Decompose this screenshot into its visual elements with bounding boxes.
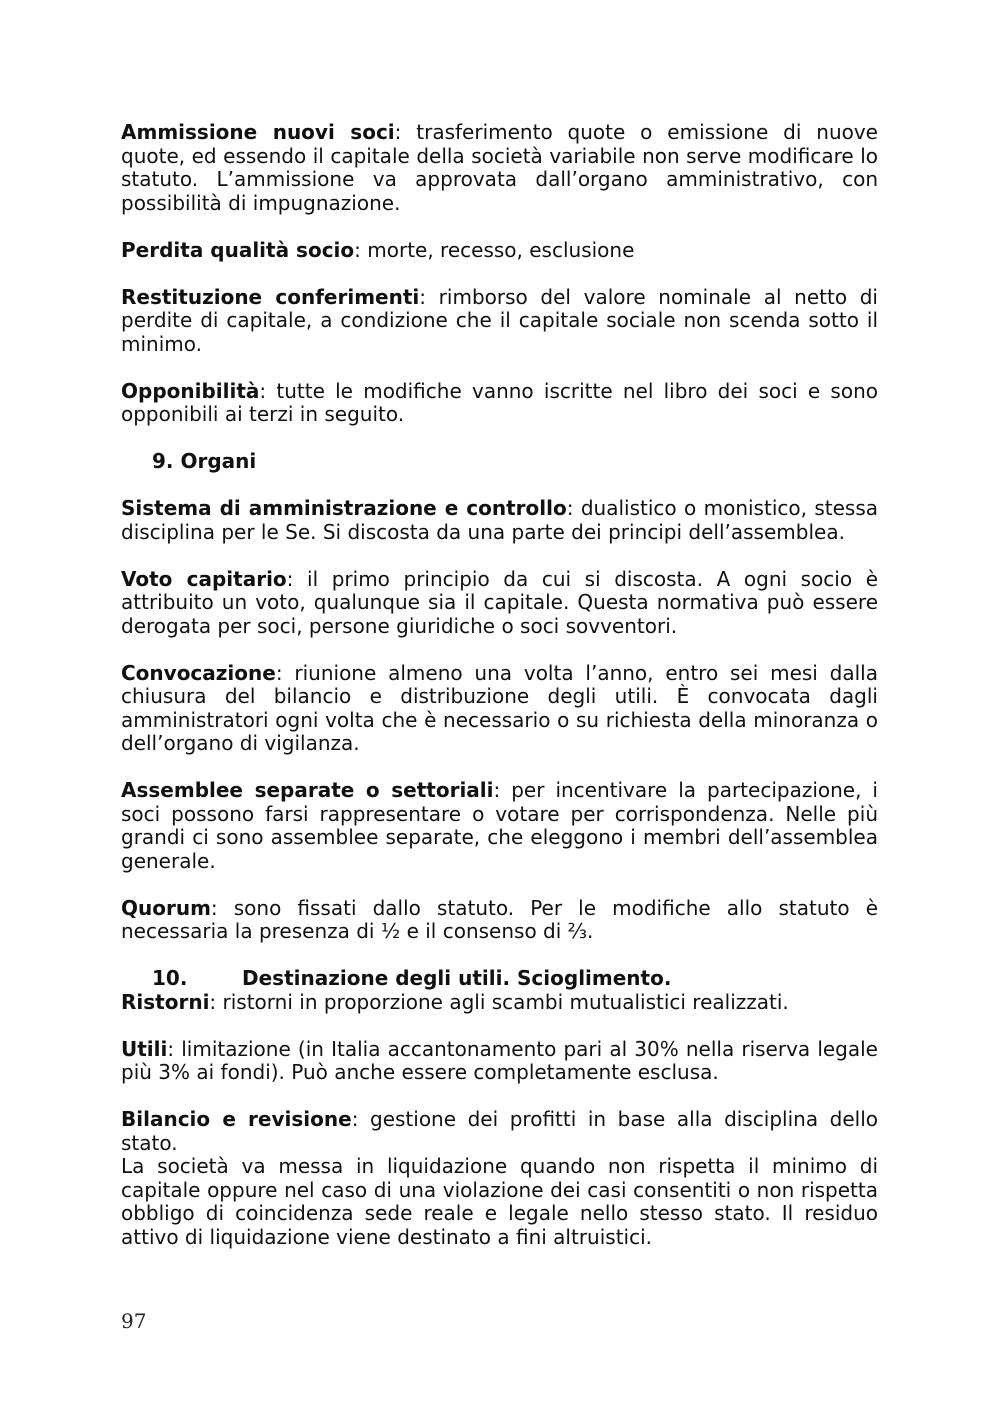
page-number: 97	[121, 1309, 147, 1333]
term-text: : sono fissati dallo statuto. Per le modifiche allo statuto è necessaria la presenza di ½ e il consenso di ⅔.	[121, 895, 878, 943]
term-label: Voto capitario	[121, 566, 287, 591]
term-text: : limitazione (in Italia accantonamento pari al 30% nella riserva legale più 3% ai fondi). Può anche essere completamente esclusa.	[121, 1036, 878, 1084]
paragraph-utili	[121, 1038, 878, 1085]
term-text: : morte, recesso, esclusione	[354, 237, 635, 262]
term-text: : riunione almeno una volta l’anno, entro sei mesi dalla chiusura del bilancio e distribuzione degli utili. È convocata dagli amministratori ogni volta che è necessario o su richiesta della minoranza o dell’organo di vigilanza.	[121, 660, 878, 755]
paragraph-voto-capitario	[121, 568, 878, 639]
paragraph-perdita-qualita-socio	[121, 239, 878, 263]
paragraph-quorum	[121, 897, 878, 944]
term-label: Bilancio e revisione	[121, 1107, 352, 1131]
term-label: Perdita qualità socio	[121, 237, 355, 262]
paragraph-assemblee-separate	[121, 779, 878, 873]
term-text: : ristorni in proporzione agli scambi mutualistici realizzati.	[209, 989, 789, 1014]
paragraph-liquidazione: La società va messa in liquidazione quando non rispetta il minimo di capitale oppure nel caso di una violazione dei casi consentiti o non rispetta obbligo di coincidenza sede reale e legale nello stesso stato. Il residuo attivo di liquidazione viene destinato a fini altruistici.	[121, 1154, 878, 1249]
term-text: : rimborso del valore nominale al netto di perdite di capitale, a condizione che il capitale sociale non scenda sotto il minimo.	[121, 284, 878, 356]
term-text: : trasferimento quote o emissione di nuove quote, ed essendo il capitale della società variabile non serve modificare lo statuto. L’ammissione va approvata dall’organo amministrativo, con possibilità di impugnazione.	[121, 120, 878, 215]
section-heading-organi	[121, 450, 878, 474]
paragraph-bilancio-revisione	[121, 1108, 878, 1155]
section-number: 9.	[152, 449, 174, 473]
term-label: Assemblee separate o settoriali	[121, 778, 494, 802]
paragraph-opponibilita	[121, 380, 878, 427]
term-label: Opponibilità	[121, 378, 260, 403]
paragraph-restituzione-conferimenti	[121, 286, 878, 357]
paragraph-ristorni	[121, 991, 878, 1015]
paragraph-convocazione	[121, 662, 878, 756]
term-label: Ristorni	[121, 989, 210, 1014]
term-label: Utili	[121, 1036, 168, 1061]
paragraph-sistema-amministrazione	[121, 497, 878, 544]
page-body	[121, 121, 878, 1273]
term-label: Ammissione nuovi soci	[121, 120, 395, 144]
term-label: Sistema di amministrazione e controllo	[121, 496, 567, 520]
section-title: Organi	[180, 449, 257, 473]
term-label: Convocazione	[121, 660, 276, 685]
term-text: : gestione dei profitti in base alla disciplina dello stato.	[121, 1107, 878, 1155]
term-label: Restituzione conferimenti	[121, 284, 420, 309]
term-text: : dualistico o monistico, stessa disciplina per le Se. Si discosta da una parte dei principi dell’assemblea.	[121, 496, 878, 544]
term-text: : per incentivare la partecipazione, i soci possono farsi rappresentare o votare per corrispondenza. Nelle più grandi ci sono assemblee separate, che eleggono i membri dell’assemblea generale.	[121, 778, 878, 873]
section-title: Destinazione degli utili. Scioglimento.	[242, 966, 672, 990]
paragraph-ammissione-nuovi-soci	[121, 121, 878, 215]
term-text: : il primo principio da cui si discosta. A ogni socio è attribuito un voto, qualunque sia il capitale. Questa normativa può essere derogata per soci, persone giuridiche o soci sovventori.	[121, 566, 878, 638]
term-label: Quorum	[121, 895, 211, 920]
section-heading-destinazione-utili	[121, 967, 878, 991]
term-text: : tutte le modifiche vanno iscritte nel libro dei soci e sono opponibili ai terzi in seguito.	[121, 378, 878, 426]
section-number: 10.	[152, 966, 188, 990]
